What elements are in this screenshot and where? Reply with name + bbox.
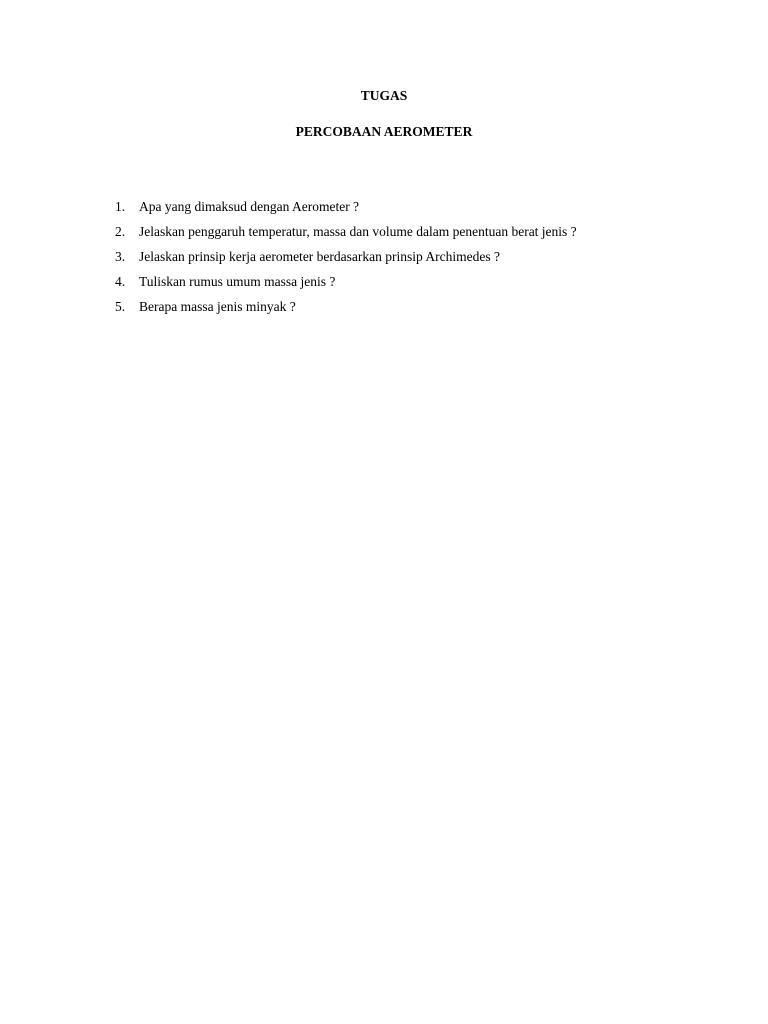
question-text: Jelaskan penggaruh temperatur, massa dan volume dalam penentuan berat jenis ? xyxy=(139,224,577,239)
document-subtitle: PERCOBAAN AEROMETER xyxy=(295,124,473,139)
question-text: Berapa massa jenis minyak ? xyxy=(139,299,296,314)
question-number: 4. xyxy=(115,274,126,289)
question-item xyxy=(115,273,577,298)
question-item xyxy=(115,223,577,248)
question-list xyxy=(115,198,577,323)
question-number: 2. xyxy=(115,224,126,239)
question-item xyxy=(115,248,577,273)
question-number: 1. xyxy=(115,199,126,214)
question-text: Jelaskan prinsip kerja aerometer berdasarkan prinsip Archimedes ? xyxy=(139,249,500,264)
document-title: TUGAS xyxy=(360,88,408,103)
question-number: 3. xyxy=(115,249,126,264)
question-text: Apa yang dimaksud dengan Aerometer ? xyxy=(139,199,360,214)
question-item xyxy=(115,198,577,223)
question-number: 5. xyxy=(115,299,126,314)
question-text: Tuliskan rumus umum massa jenis ? xyxy=(139,274,336,289)
question-item xyxy=(115,298,577,323)
